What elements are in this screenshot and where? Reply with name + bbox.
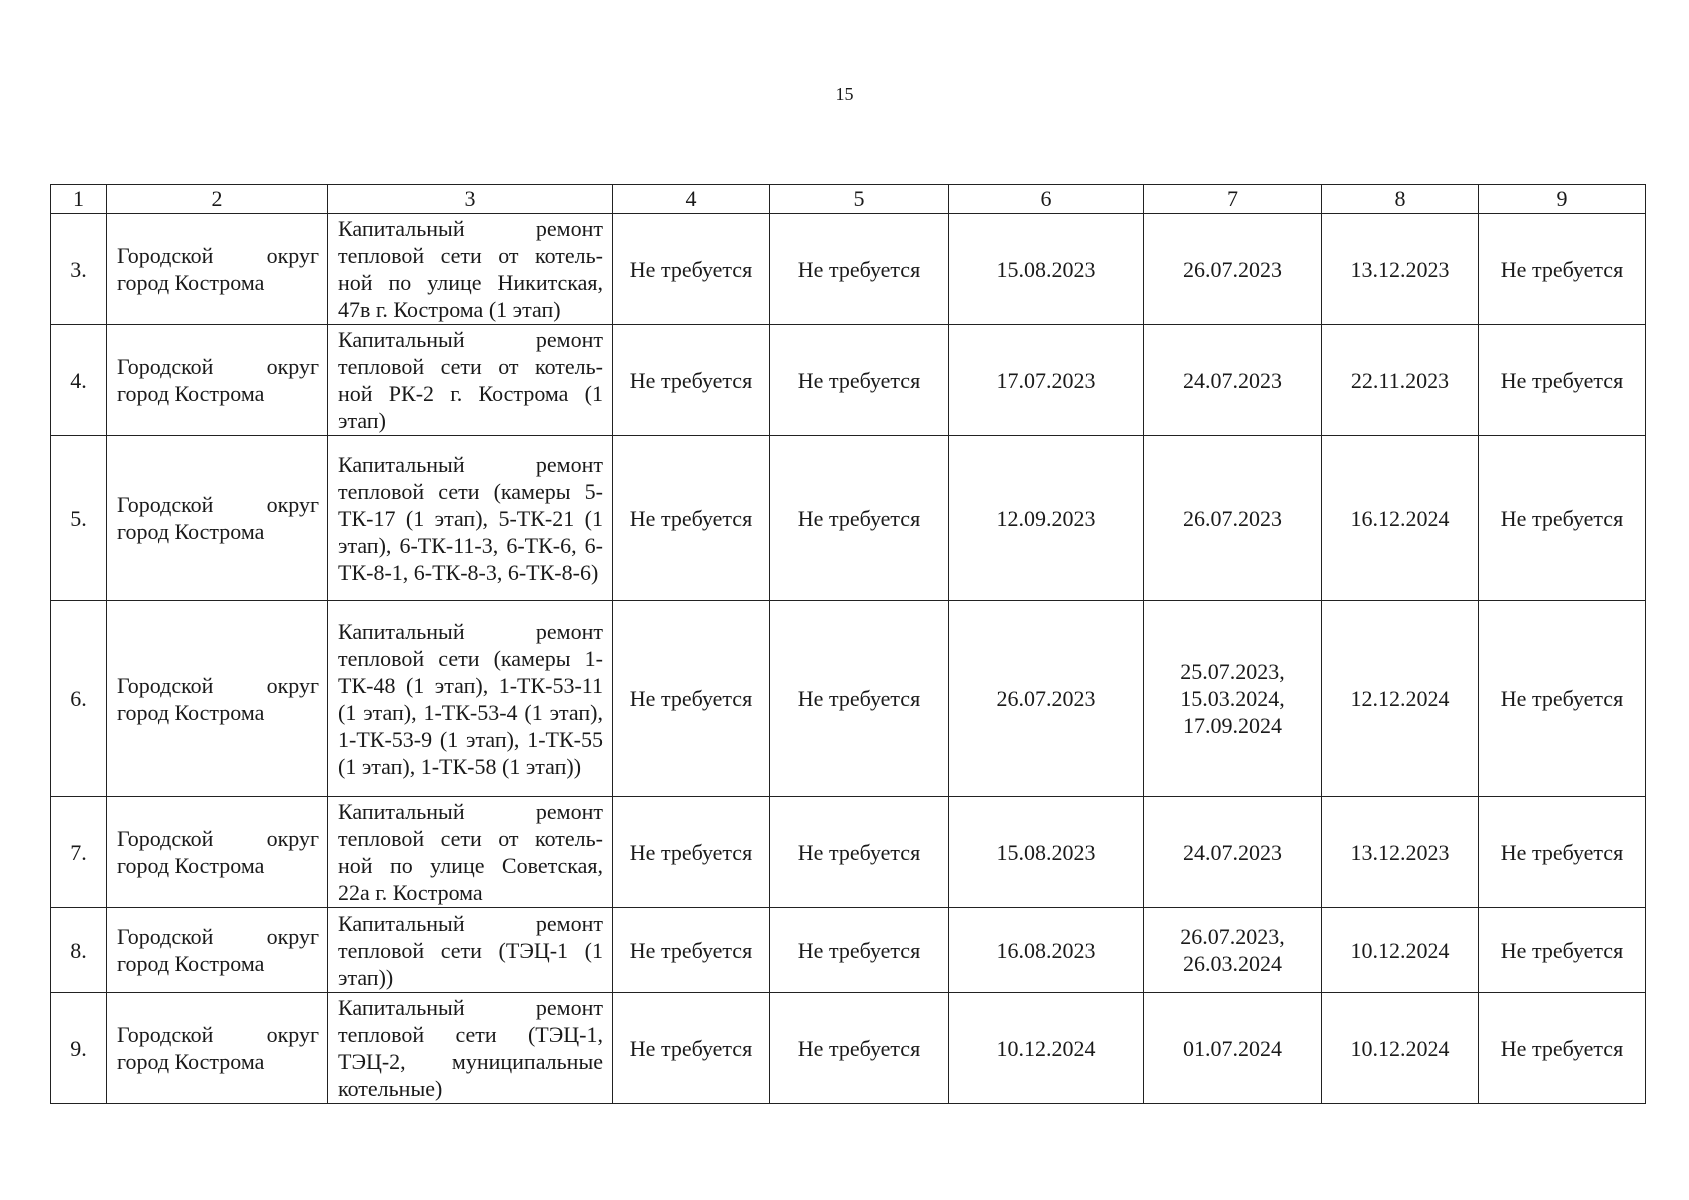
col4-cell: Не требуется (613, 993, 770, 1104)
col4-cell: Не требуется (613, 601, 770, 797)
table-row (51, 436, 1646, 601)
table-row (51, 797, 1646, 908)
object-cell: Капитальный ремонт тепловой сети (ТЭЦ-1 (1 этап)) (328, 908, 613, 993)
object-cell: Капитальный ремонт тепловой сети от котель-ной РК-2 г. Кострома (1 этап) (328, 325, 613, 436)
col9-cell: Не требуется (1479, 993, 1646, 1104)
col4-cell: Не требуется (613, 908, 770, 993)
row-number: 9. (51, 993, 107, 1104)
col9-cell: Не требуется (1479, 601, 1646, 797)
col5-cell: Не требуется (770, 797, 949, 908)
header-row (51, 185, 1646, 214)
col7-cell: 26.07.2023, 26.03.2024 (1144, 908, 1322, 993)
col6-cell: 26.07.2023 (949, 601, 1144, 797)
header-cell-4: 4 (613, 185, 770, 214)
col6-cell: 17.07.2023 (949, 325, 1144, 436)
col6-cell: 15.08.2023 (949, 797, 1144, 908)
header-cell-6: 6 (949, 185, 1144, 214)
page-number: 15 (835, 84, 854, 104)
table-row (51, 908, 1646, 993)
col8-cell: 12.12.2024 (1322, 601, 1479, 797)
object-cell: Капитальный ремонт тепловой сети (камеры 5-ТК-17 (1 этап), 5-ТК-21 (1 этап), 6-ТК-11-3, 6-ТК-6, 6-ТК-8-1, 6-ТК-8-3, 6-ТК-8-6) (328, 436, 613, 601)
municipality-cell: Городской округ город Кострома (107, 214, 328, 325)
row-number: 7. (51, 797, 107, 908)
object-cell: Капитальный ремонт тепловой сети от котель-ной по улице Никитская, 47в г. Кострома (1 этап) (328, 214, 613, 325)
col8-cell: 13.12.2023 (1322, 797, 1479, 908)
col7-cell: 25.07.2023, 15.03.2024, 17.09.2024 (1144, 601, 1322, 797)
col8-cell: 22.11.2023 (1322, 325, 1479, 436)
col9-cell: Не требуется (1479, 908, 1646, 993)
col5-cell: Не требуется (770, 908, 949, 993)
col9-cell: Не требуется (1479, 436, 1646, 601)
col7-cell: 01.07.2024 (1144, 993, 1322, 1104)
col4-cell: Не требуется (613, 325, 770, 436)
col5-cell: Не требуется (770, 325, 949, 436)
table-row (51, 325, 1646, 436)
municipality-cell: Городской округ город Кострома (107, 325, 328, 436)
municipality-cell: Городской округ город Кострома (107, 601, 328, 797)
municipality-cell: Городской округ город Кострома (107, 993, 328, 1104)
col8-cell: 10.12.2024 (1322, 993, 1479, 1104)
col9-cell: Не требуется (1479, 325, 1646, 436)
header-cell-7: 7 (1144, 185, 1322, 214)
col6-cell: 12.09.2023 (949, 436, 1144, 601)
col9-cell: Не требуется (1479, 797, 1646, 908)
schedule-table (50, 184, 1646, 1104)
object-cell: Капитальный ремонт тепловой сети от котель-ной по улице Советская, 22а г. Кострома (328, 797, 613, 908)
col5-cell: Не требуется (770, 601, 949, 797)
col8-cell: 16.12.2024 (1322, 436, 1479, 601)
col7-cell: 24.07.2023 (1144, 325, 1322, 436)
col5-cell: Не требуется (770, 993, 949, 1104)
row-number: 5. (51, 436, 107, 601)
col6-cell: 15.08.2023 (949, 214, 1144, 325)
col8-cell: 10.12.2024 (1322, 908, 1479, 993)
municipality-cell: Городской округ город Кострома (107, 797, 328, 908)
header-cell-2: 2 (107, 185, 328, 214)
col4-cell: Не требуется (613, 797, 770, 908)
row-number: 8. (51, 908, 107, 993)
col7-cell: 26.07.2023 (1144, 436, 1322, 601)
header-cell-5: 5 (770, 185, 949, 214)
col5-cell: Не требуется (770, 214, 949, 325)
header-cell-3: 3 (328, 185, 613, 214)
header-cell-1: 1 (51, 185, 107, 214)
municipality-cell: Городской округ город Кострома (107, 436, 328, 601)
row-number: 6. (51, 601, 107, 797)
municipality-cell: Городской округ город Кострома (107, 908, 328, 993)
header-cell-9: 9 (1479, 185, 1646, 214)
col8-cell: 13.12.2023 (1322, 214, 1479, 325)
col9-cell: Не требуется (1479, 214, 1646, 325)
table-row (51, 993, 1646, 1104)
col6-cell: 10.12.2024 (949, 993, 1144, 1104)
row-number: 4. (51, 325, 107, 436)
object-cell: Капитальный ремонт тепловой сети (ТЭЦ-1, ТЭЦ-2, муниципальные котельные) (328, 993, 613, 1104)
col5-cell: Не требуется (770, 436, 949, 601)
col7-cell: 24.07.2023 (1144, 797, 1322, 908)
col6-cell: 16.08.2023 (949, 908, 1144, 993)
table-row (51, 214, 1646, 325)
col4-cell: Не требуется (613, 214, 770, 325)
col7-cell: 26.07.2023 (1144, 214, 1322, 325)
row-number: 3. (51, 214, 107, 325)
object-cell: Капитальный ремонт тепловой сети (камеры 1-ТК-48 (1 этап), 1-ТК-53-11 (1 этап), 1-ТК-53-4 (1 этап), 1-ТК-53-9 (1 этап), 1-ТК-55 (1 этап), 1-ТК-58 (1 этап)) (328, 601, 613, 797)
header-cell-8: 8 (1322, 185, 1479, 214)
table-row (51, 601, 1646, 797)
col4-cell: Не требуется (613, 436, 770, 601)
